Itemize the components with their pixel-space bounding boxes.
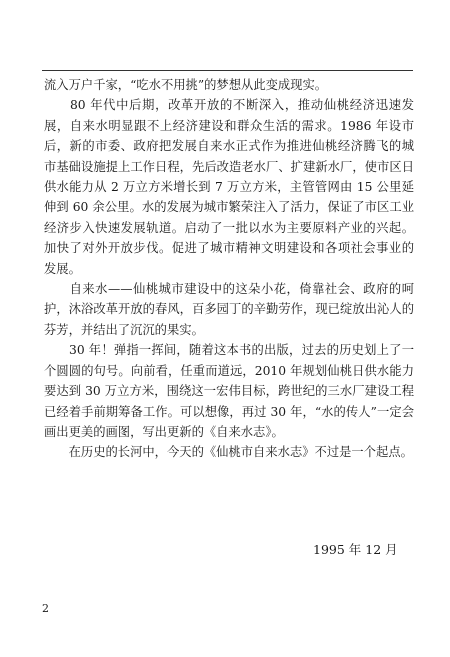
text-line: 伸到 60 余公里。水的发展为城市繁荣注入了活力，保证了市区工业 xyxy=(44,200,414,215)
text-line: 经济步入快速发展轨道。启动了一批以水为主要原料产业的兴起。 xyxy=(44,220,414,235)
text-line: 流入万户千家，“吃水不用挑”的梦想从此变成现实。 xyxy=(44,78,328,92)
text-line: 发展。 xyxy=(44,261,81,276)
text-line: 要达到 30 万立方米，围绕这一宏伟目标，跨世纪的三水厂建设工程 xyxy=(44,384,414,399)
text-line: 已经着手前期筹备工作。可以想像，再过 30 年，“水的传人”一定会 xyxy=(44,404,414,419)
text-line: 80 年代中后期，改革开放的不断深入，推动仙桃经济迅速发 xyxy=(44,98,414,113)
text-line: 画出更美的画图，写出更新的《自来水志》。 xyxy=(44,424,284,439)
text-line: 在历史的长河中，今天的《仙桃市自来水志》不过是一个起点。 xyxy=(44,445,413,460)
page-number: 2 xyxy=(42,602,49,615)
text-line: 自来水——仙桃城市建设中的这朵小花，倚靠社会、政府的呵 xyxy=(44,282,414,297)
text-line: 市基础设施提上工作日程，先后改造老水厂、扩建新水厂，使市区日 xyxy=(44,159,414,174)
text-line: 后，新的市委、政府把发展自来水正式作为推进仙桃经济腾飞的城 xyxy=(44,139,414,154)
text-line: 芬芳，并结出了沉沉的果实。 xyxy=(44,322,204,337)
text-line: 展，自来水明显跟不上经济建设和群众生活的需求。1986 年设市 xyxy=(44,118,414,133)
text-line: 护，沐浴改革开放的春风，百多园丁的辛勤劳作，现已绽放出沁人的 xyxy=(44,302,414,317)
date-signature: 1995 年 12 月 xyxy=(313,542,398,557)
text-line: 30 年！弹指一挥间，随着这本书的出版，过去的历史划上了一 xyxy=(44,343,414,358)
body-text xyxy=(44,75,414,463)
header-rule xyxy=(42,70,413,71)
text-line: 加快了对外开放步伐。促进了城市精神文明建设和各项社会事业的 xyxy=(44,241,414,256)
text-line: 个圆圆的句号。向前看，任重而道远，2010 年规划仙桃日供水能力 xyxy=(44,363,414,378)
text-line: 供水能力从 2 万立方米增长到 7 万立方米，主管管网由 15 公里延 xyxy=(44,180,414,195)
